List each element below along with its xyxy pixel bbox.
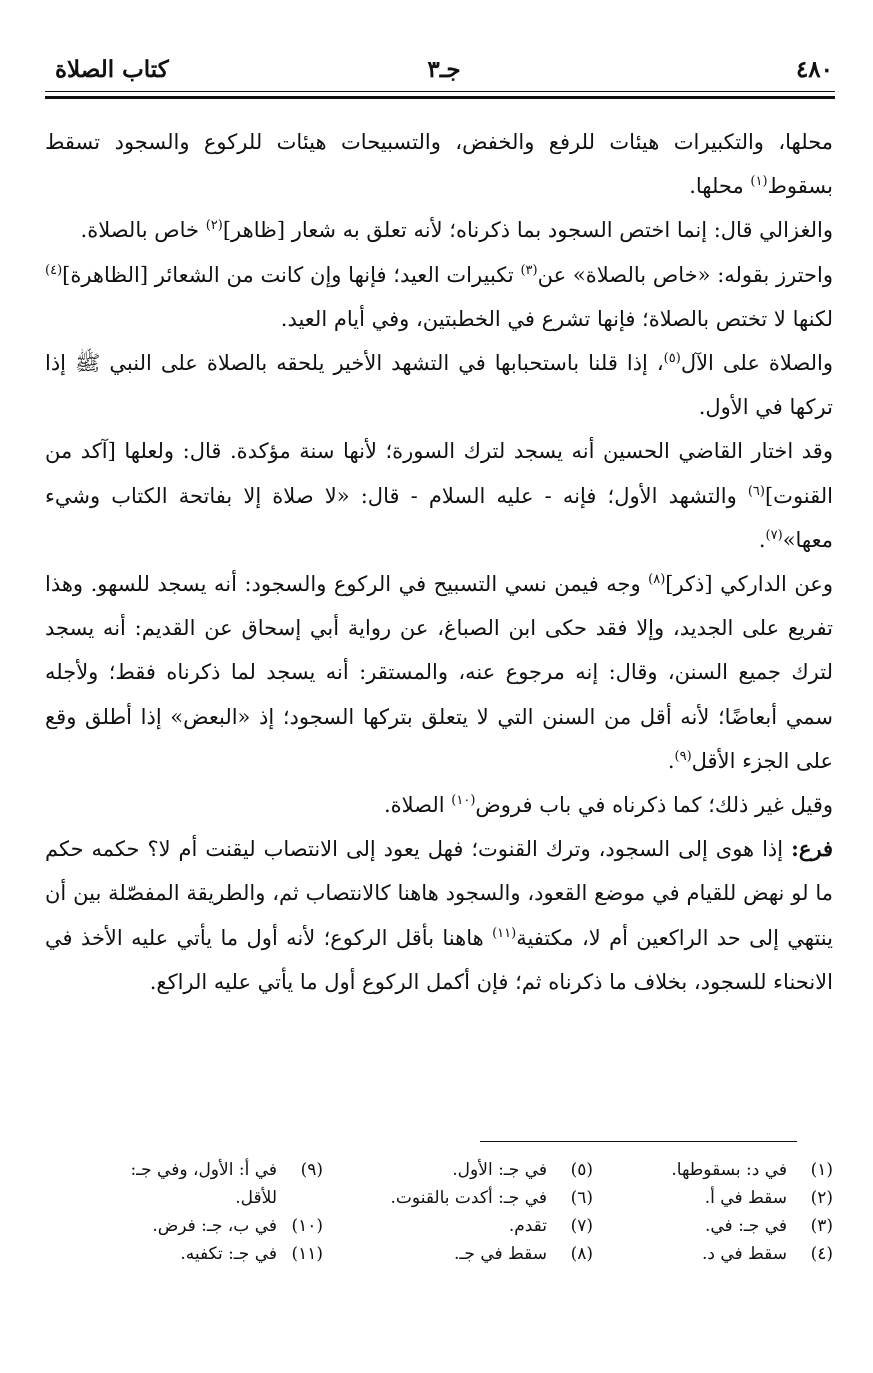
footnote-item: (٨) سقط في جـ. (454, 1244, 593, 1264)
footnote-item: (٤) سقط في د. (701, 1244, 833, 1264)
paragraph-3: واحترز بقوله: «خاص بالصلاة» عن$^{(٣)}$ تكبيرات العيد؛ فإنها وإن كانت من الشعائر [الظاهرة]$^{(٤)}$ لكنها لا تختص بالصلاة؛ فإنها تشرع في الخطبتين، وفي أيام العيد. (45, 262, 833, 331)
paragraph-8: فرع: إذا هوى إلى السجود، وترك القنوت؛ فهل يعود إلى الانتصاب ليقنت أم لا؟ حكمه حكم ما لو نهض للقيام في موضع القعود، والسجود هاهنا كالانتصاب ثم، والطريقة المفصّلة بين أن ينتهي إلى حد الراكعين أم لا، مكتفية$^{(١١)}$ هاهنا بأقل الركوع؛ لأنه أول ما يأتي عليه الأخذ في الانحناء للسجود، بخلاف ما ذكرناه ثم؛ فإن أكمل الركوع أول ما يأتي عليه الراكع. (45, 836, 833, 994)
footnote-item: (٦) في جـ: أكدت بالقنوت. (390, 1188, 593, 1208)
volume-label: جـ٣ (427, 56, 461, 83)
header-rule-thin (45, 91, 835, 92)
page-number: ٤٨٠ (795, 56, 833, 83)
footnote-item: (١) في د: بسقوطها. (671, 1160, 833, 1180)
footnote-item: (١١) في جـ: تكفيه. (180, 1244, 323, 1264)
footnote-item: (٥) في جـ: الأول. (452, 1160, 593, 1180)
footnote-item: (٧) تقدم. (508, 1216, 593, 1236)
paragraph-7: وقيل غير ذلك؛ كما ذكرناه في باب فروض$^{(١٠)}$ الصلاة. (383, 793, 833, 818)
main-text (45, 120, 833, 1004)
footnote-ref: (١٠) (451, 793, 476, 809)
footnote-ref: (١) (750, 174, 768, 190)
footnote-ref: (٥) (663, 351, 681, 367)
header-rule-thick (45, 96, 835, 99)
footnote-column-3 (48, 1156, 323, 1268)
footnote-ref: (٢) (205, 218, 223, 234)
footnote-item: (٣) في جـ: في. (704, 1216, 833, 1236)
paragraph-1: محلها، والتكبيرات هيئات للرفع والخفض، والتسبيحات هيئات للركوع والسجود تسقط بسقوط$^{(١)}$ محلها. (45, 130, 833, 199)
page-header (55, 50, 833, 90)
footnote-ref: (٩) (674, 748, 692, 764)
footnote-ref: (١١) (492, 925, 517, 941)
footnote-item: (١٠) في ب، جـ: فرض. (152, 1216, 323, 1236)
footnote-column-1 (603, 1156, 833, 1268)
footnote-item: (٩) في أ: الأول، وفي جـ: (130, 1160, 323, 1180)
footnote-column-2 (333, 1156, 593, 1268)
footnote-separator (480, 1141, 797, 1142)
footnote-item: للأقل. (235, 1188, 277, 1208)
footnote-ref: (٤) (45, 262, 63, 278)
paragraph-5: وقد اختار القاضي الحسين أنه يسجد لترك السورة؛ لأنها سنة مؤكدة. قال: ولعلها [آكد من القنوت]$^{(٦)}$ والتشهد الأول؛ فإنه - عليه السلام - قال: «لا صلاة إلا بفاتحة الكتاب وشيء معها»$^{(٧)}$. (45, 439, 833, 552)
footnote-ref: (٧) (765, 527, 783, 543)
footnote-ref: (٨) (648, 572, 666, 588)
footnote-ref: (٣) (520, 262, 538, 278)
book-title: كتاب الصلاة (55, 56, 169, 83)
branch-label: فرع: (791, 836, 833, 862)
paragraph-4: والصلاة على الآل$^{(٥)}$، إذا قلنا باستحبابها في التشهد الأخير يلحقه بالصلاة على النبي ﷺ إذا تركها في الأول. (45, 351, 833, 420)
footnotes (50, 1156, 833, 1276)
footnote-ref: (٦) (747, 483, 765, 499)
paragraph-2: والغزالي قال: إنما اختص السجود بما ذكرناه؛ لأنه تعلق به شعار [ظاهر]$^{(٢)}$ خاص بالصلاة. (80, 218, 833, 243)
footnote-item: (٢) سقط في أ. (704, 1188, 833, 1208)
paragraph-6: وعن الداركي [ذكر]$^{(٨)}$ وجه فيمن نسي التسبيح في الركوع والسجود: أنه يسجد للسهو. وهذا تفريع على الجديد، وإلا فقد حكى ابن الصباغ، عن رواية أبي إسحاق عن القديم: أنه يسجد لترك جميع السنن، وقال: إنه مرجوع عنه، والمستقر: أنه يسجد لما ذكرناه فقط؛ ولأجله سمي أبعاضًا؛ لأنه أقل من السنن التي لا يتعلق بتركها السجود؛ إذ «البعض» إذا أطلق وقع على الجزء الأقل$^{(٩)}$. (45, 572, 833, 773)
